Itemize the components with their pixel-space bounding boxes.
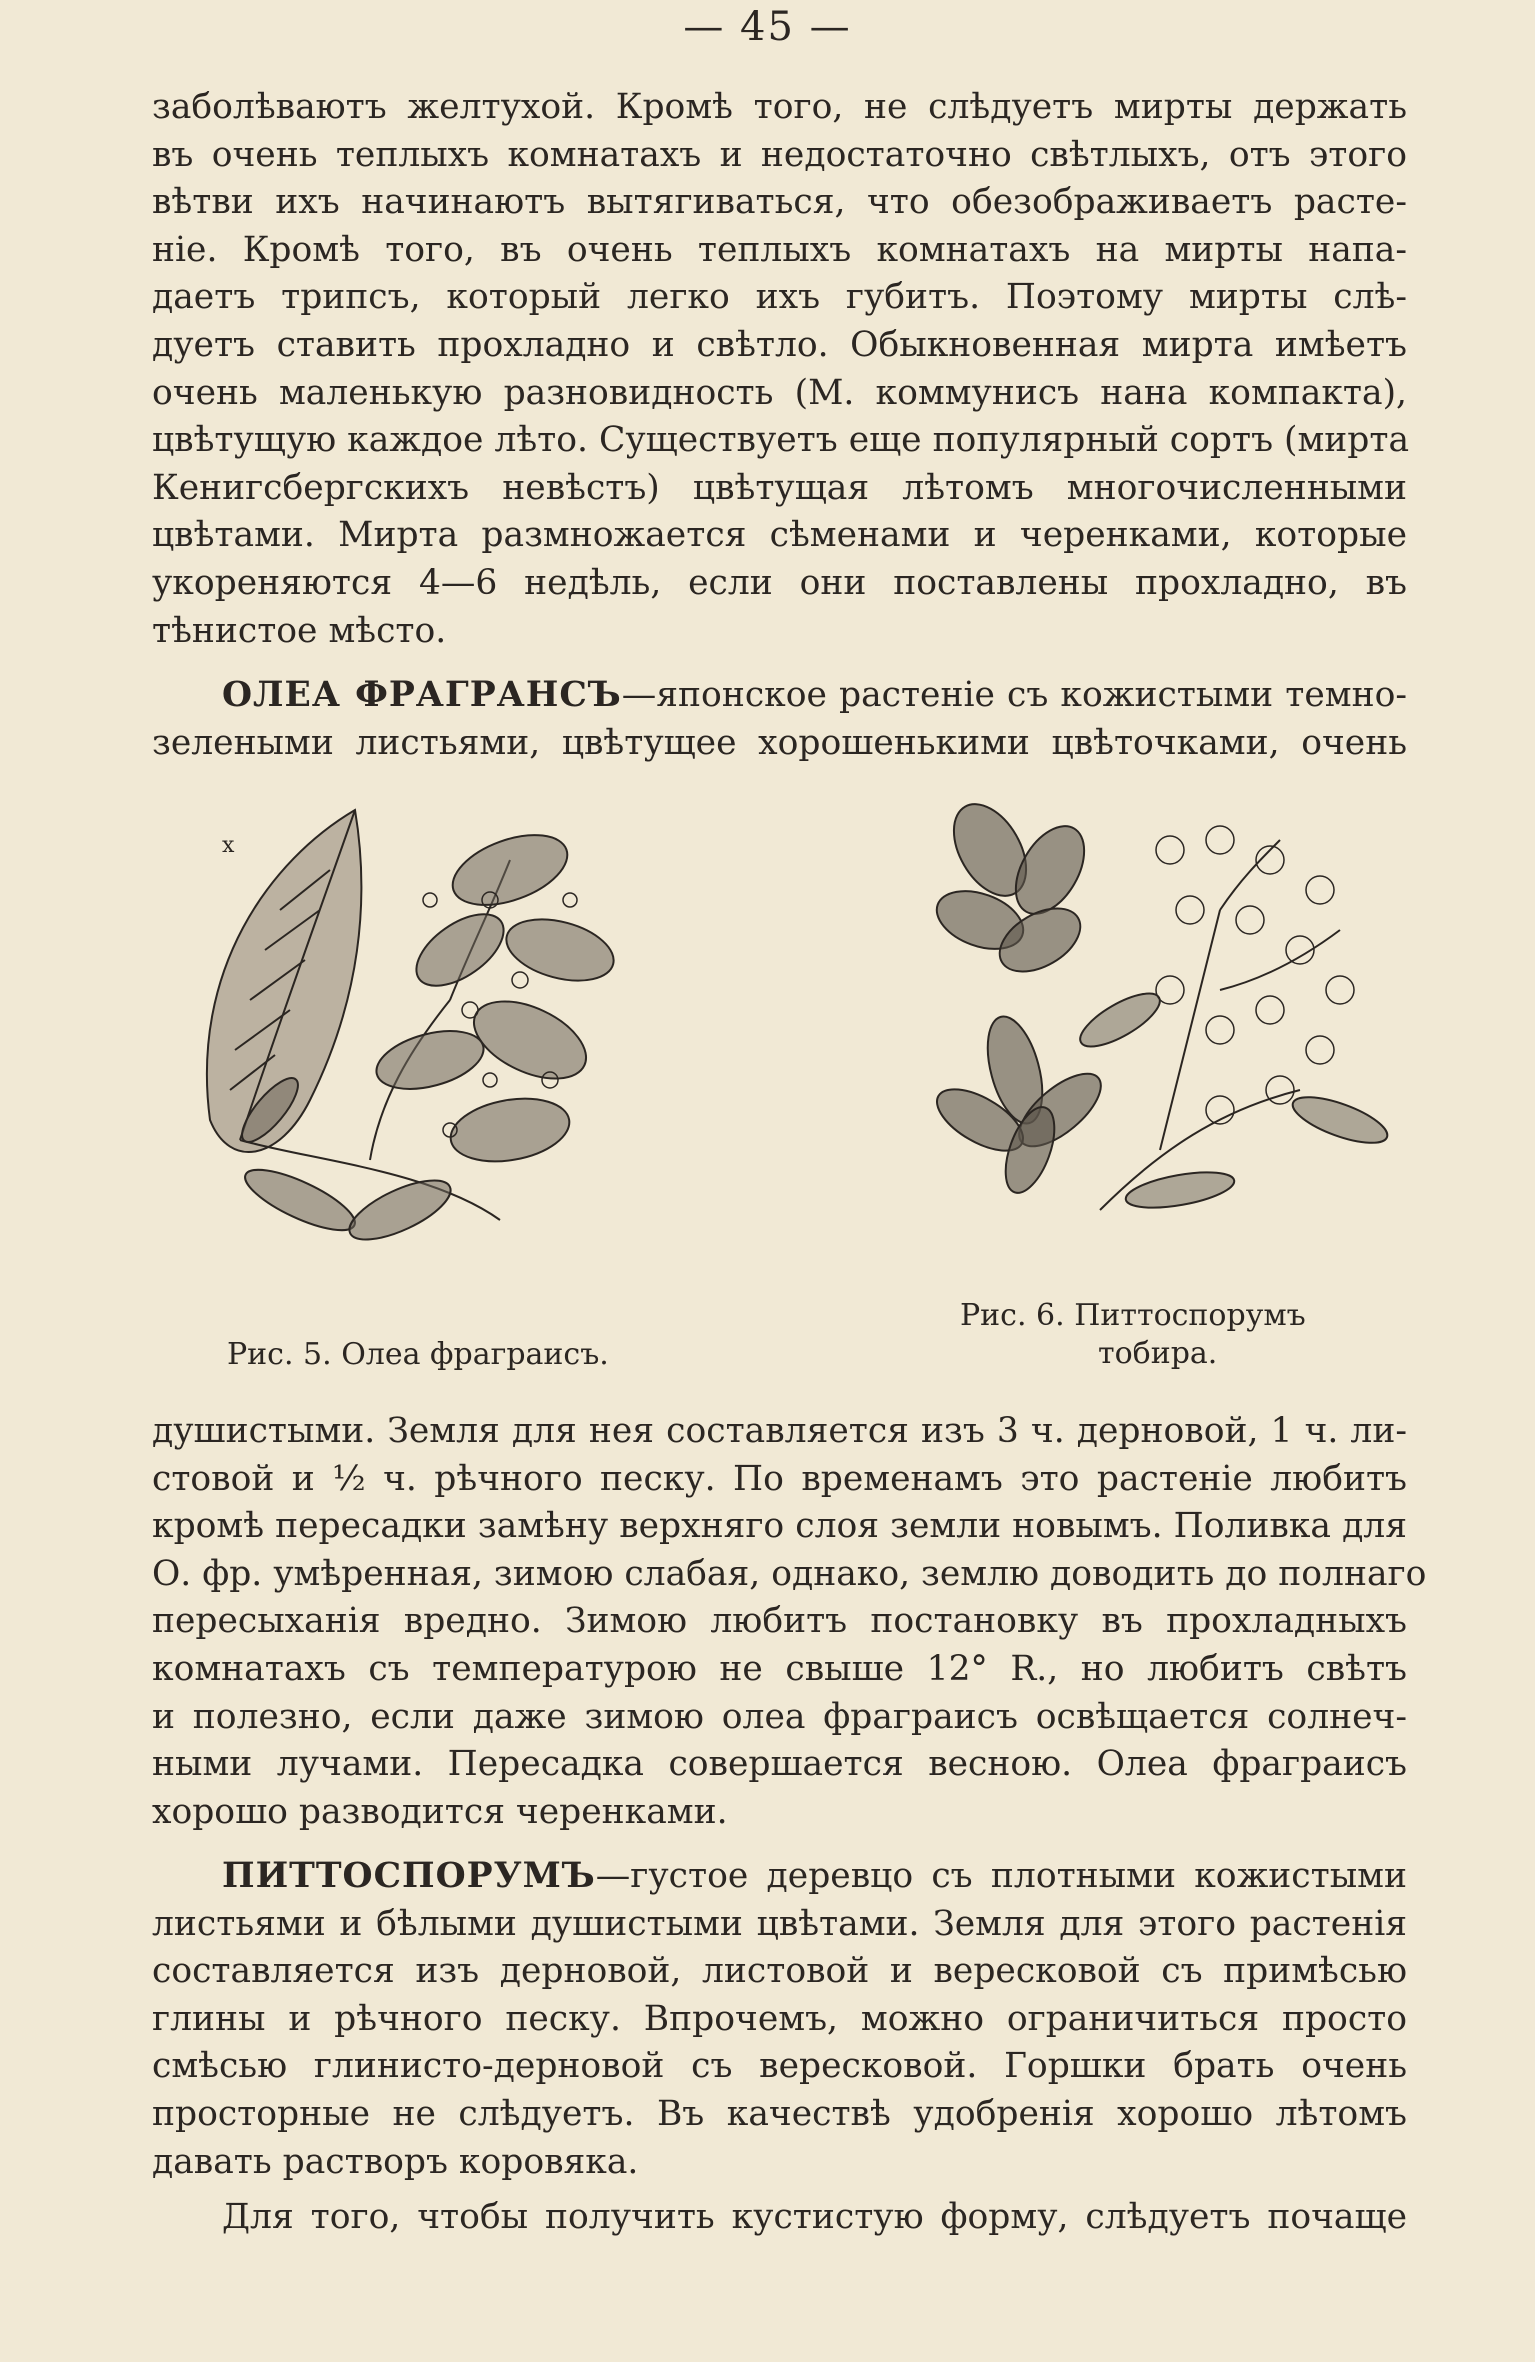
text-line: Кенигсбергскихъ невѣстъ) цвѣтущая лѣтомъ многочисленными [152,467,1407,508]
text-line: даетъ трипсъ, который легко ихъ губитъ. Поэтому мирты слѣ- [152,277,1407,318]
text-fragment: Для того, чтобы получить кустистую форму, слѣдуетъ почаще [222,2197,1407,2237]
pittosporum-tobira-illustration [920,790,1400,1260]
text-line: хорошо разводится черенками. [152,1791,728,1832]
olea-fragrans-illustration [170,800,660,1270]
text-line: ніе. Кромѣ того, въ очень теплыхъ комнатахъ на мирты напа- [152,229,1407,270]
paragraph-olea-care [152,1408,1427,1836]
text-line: составляется изъ дерновой, листовой и вересковой съ примѣсью [152,1951,1407,1992]
text-line: глины и рѣчного песку. Впрочемъ, можно ограничиться просто [152,1998,1407,2039]
text-line: ными лучами. Пересадка совершается весною. Олеа фраграисъ [152,1744,1407,1785]
section-heading-olea: ОЛЕА ФРАГРАНСЪ [222,675,622,715]
text-line: цвѣтущую каждое лѣто. Существуетъ еще популярный сортъ (мирта [152,420,1410,461]
text-line: О. фр. умѣренная, зимою слабая, однако, землю доводить до полнаго [152,1553,1427,1594]
text-line: заболѣваютъ желтухой. Кромѣ того, не слѣдуетъ мирты держать [152,87,1407,127]
figure-6-caption-line-2: тобира. [1098,1336,1218,1371]
figure-pittosporum-tobira [920,790,1400,1260]
text-fragment: —густое деревцо съ плотными кожистыми [595,1856,1407,1896]
text-line: листьями и бѣлыми душистыми цвѣтами. Земля для этого растенія [152,1903,1407,1944]
page-number: — 45 — [683,4,852,50]
figure-olea-fragrans [170,800,660,1270]
figure-6-caption-line-1: Рис. 6. Питтоспорумъ [960,1298,1306,1333]
text-line: тѣнистое мѣсто. [152,610,447,651]
paragraph-bushy-form [152,2194,1407,2242]
paragraph-myrtle [152,84,1410,655]
paragraph-pittosporum [152,1853,1407,2186]
text-line: просторные не слѣдуетъ. Въ качествѣ удобренія хорошо лѣтомъ [152,2093,1407,2134]
text-line [152,2194,1407,2242]
svg-text:x: x [222,833,235,858]
text-line: дуетъ ставить прохладно и свѣтло. Обыкновенная мирта имѣетъ [152,324,1407,365]
text-line: цвѣтами. Мирта размножается сѣменами и черенками, которые [152,515,1407,556]
text-line: зелеными листьями, цвѣтущее хорошенькими цвѣточками, очень [152,722,1407,763]
text-line: комнатахъ съ температурою не свыше 12° R., но любитъ свѣтъ [152,1648,1407,1689]
section-heading-pittosporum: ПИТТОСПОРУМЪ [222,1856,596,1896]
text-line: въ очень теплыхъ комнатахъ и недостаточно свѣтлыхъ, отъ этого [152,134,1407,175]
text-line: душистыми. Земля для нея составляется изъ 3 ч. дерновой, 1 ч. ли- [152,1411,1407,1451]
text-line: и полезно, если даже зимою олеа фраграисъ освѣщается солнеч- [152,1696,1407,1737]
figure-5-caption: Рис. 5. Олеа фраграисъ. [227,1337,609,1372]
text-line: укореняются 4—6 недѣль, если они поставлены прохладно, въ [152,562,1407,603]
paragraph-olea-intro [152,672,1407,767]
text-line [152,672,1407,720]
text-line: вѣтви ихъ начинаютъ вытягиваться, что обезображиваетъ расте- [152,182,1407,223]
text-line: кромѣ пересадки замѣну верхняго слоя земли новымъ. Поливка для [152,1506,1407,1547]
text-line: смѣсью глинисто-дерновой съ вересковой. Горшки брать очень [152,2046,1407,2087]
text-fragment: —японское растеніе съ кожистыми темно- [621,675,1408,715]
text-line: очень маленькую разновидность (М. коммунисъ нана компакта), [152,372,1407,413]
text-line: стовой и ½ ч. рѣчного песку. По временамъ это растеніе любитъ [152,1458,1407,1499]
text-line: пересыханія вредно. Зимою любитъ постановку въ прохладныхъ [152,1601,1407,1642]
text-line [152,1853,1407,1901]
text-line: давать растворъ коровяка. [152,2141,639,2182]
